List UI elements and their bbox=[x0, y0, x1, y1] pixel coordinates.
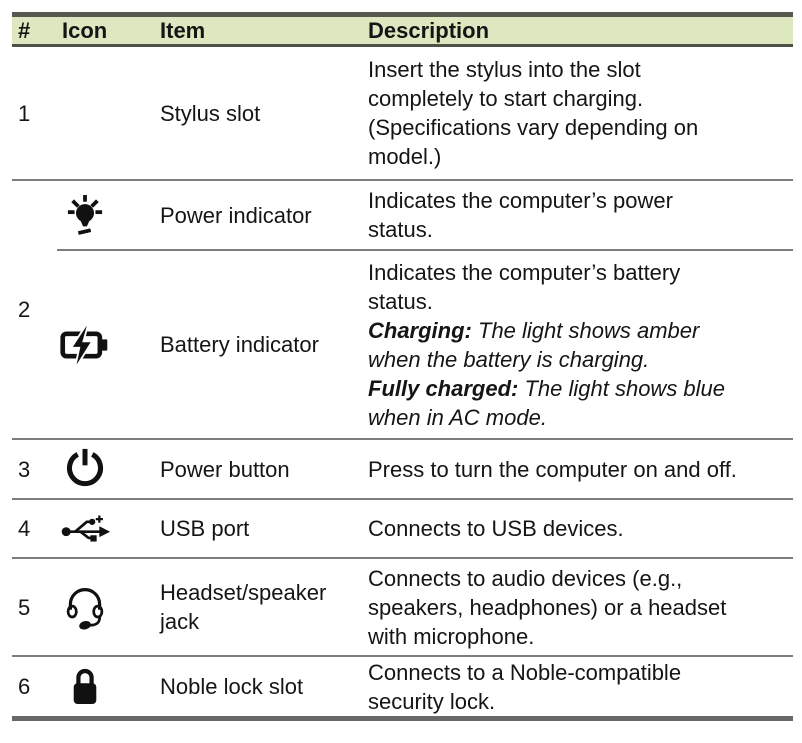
description-line: when in AC mode. bbox=[368, 404, 547, 430]
table-row-indicators bbox=[12, 179, 793, 438]
description-line: Insert the stylus into the slot bbox=[368, 57, 641, 82]
item-label: USB port bbox=[160, 516, 250, 541]
description-line: Connects to USB devices. bbox=[368, 516, 624, 541]
row-number: 2 bbox=[18, 297, 31, 322]
item-cell bbox=[160, 440, 368, 498]
power-indicator-bulb-icon bbox=[59, 193, 111, 237]
description-line: security lock. bbox=[368, 688, 496, 714]
icon-cell-empty bbox=[57, 47, 160, 179]
description-cell bbox=[368, 500, 793, 557]
item-cell bbox=[160, 500, 368, 557]
table-row-stylus-slot bbox=[12, 47, 793, 179]
icon-cell bbox=[57, 657, 160, 716]
description-line-fully-charged bbox=[368, 374, 725, 403]
fully-charged-text: The light shows blue bbox=[518, 375, 726, 401]
icon-cell bbox=[57, 251, 160, 438]
header-description: Description bbox=[368, 17, 490, 43]
description-line: when the battery is charging. bbox=[368, 346, 650, 372]
header-icon: Icon bbox=[62, 17, 108, 43]
icon-cell bbox=[57, 440, 160, 498]
description-line-charging bbox=[368, 316, 699, 345]
description-line: Indicates the computer’s battery bbox=[368, 259, 681, 285]
description-line: speakers, headphones) or a headset bbox=[368, 594, 727, 620]
row-number: 5 bbox=[18, 594, 31, 620]
description-line: (Specifications vary depending on bbox=[368, 115, 699, 140]
row-number: 1 bbox=[18, 100, 31, 126]
table-row-power-button bbox=[12, 438, 793, 498]
description-line: completely to start charging. bbox=[368, 86, 644, 111]
item-cell bbox=[160, 657, 368, 716]
table-row-headset-jack bbox=[12, 557, 793, 655]
table-row-noble-lock bbox=[12, 655, 793, 716]
item-label: Noble lock slot bbox=[160, 674, 304, 699]
noble-lock-icon bbox=[59, 666, 111, 708]
description-line: status. bbox=[368, 217, 433, 242]
item-cell bbox=[160, 251, 368, 438]
table-row-usb-port bbox=[12, 498, 793, 557]
description-line: with microphone. bbox=[368, 623, 535, 649]
indicators-subrows bbox=[57, 181, 793, 438]
description-cell bbox=[368, 47, 793, 179]
table-header-row bbox=[12, 17, 793, 47]
charging-label: Charging: bbox=[368, 317, 472, 343]
description-line: Press to turn the computer on and off. bbox=[368, 456, 737, 482]
description-cell bbox=[368, 657, 793, 716]
icon-cell bbox=[57, 559, 160, 655]
icon-cell bbox=[57, 181, 160, 249]
description-cell bbox=[368, 559, 793, 655]
fully-charged-label: Fully charged: bbox=[368, 375, 519, 401]
item-label: Headset/speaker bbox=[160, 580, 327, 605]
item-label: Stylus slot bbox=[160, 100, 261, 126]
description-line: model.) bbox=[368, 144, 442, 169]
ports-table bbox=[12, 12, 793, 721]
charging-text: The light shows amber bbox=[471, 317, 700, 343]
description-line: status. bbox=[368, 288, 433, 314]
item-cell bbox=[160, 181, 368, 249]
row-number: 4 bbox=[18, 516, 31, 541]
item-label: Power indicator bbox=[160, 202, 312, 228]
header-num: # bbox=[18, 17, 31, 43]
subrow-battery-indicator bbox=[57, 249, 793, 438]
header-item: Item bbox=[160, 17, 206, 43]
icon-cell bbox=[57, 500, 160, 557]
item-cell bbox=[160, 47, 368, 179]
item-label: Power button bbox=[160, 456, 290, 482]
description-cell bbox=[368, 440, 793, 498]
row-number: 6 bbox=[18, 674, 31, 699]
battery-charging-icon bbox=[59, 324, 111, 366]
description-line: Connects to audio devices (e.g., bbox=[368, 565, 683, 591]
description-cell bbox=[368, 251, 793, 438]
row-number: 3 bbox=[18, 456, 31, 482]
power-button-icon bbox=[59, 446, 111, 492]
headset-icon bbox=[59, 582, 111, 632]
item-label: jack bbox=[160, 609, 200, 634]
description-cell bbox=[368, 181, 793, 249]
description-line: Connects to a Noble-compatible bbox=[368, 659, 682, 685]
subrow-power-indicator bbox=[57, 181, 793, 249]
description-line: Indicates the computer’s power bbox=[368, 188, 673, 213]
usb-icon bbox=[59, 511, 111, 547]
item-label: Battery indicator bbox=[160, 332, 319, 357]
item-cell bbox=[160, 559, 368, 655]
